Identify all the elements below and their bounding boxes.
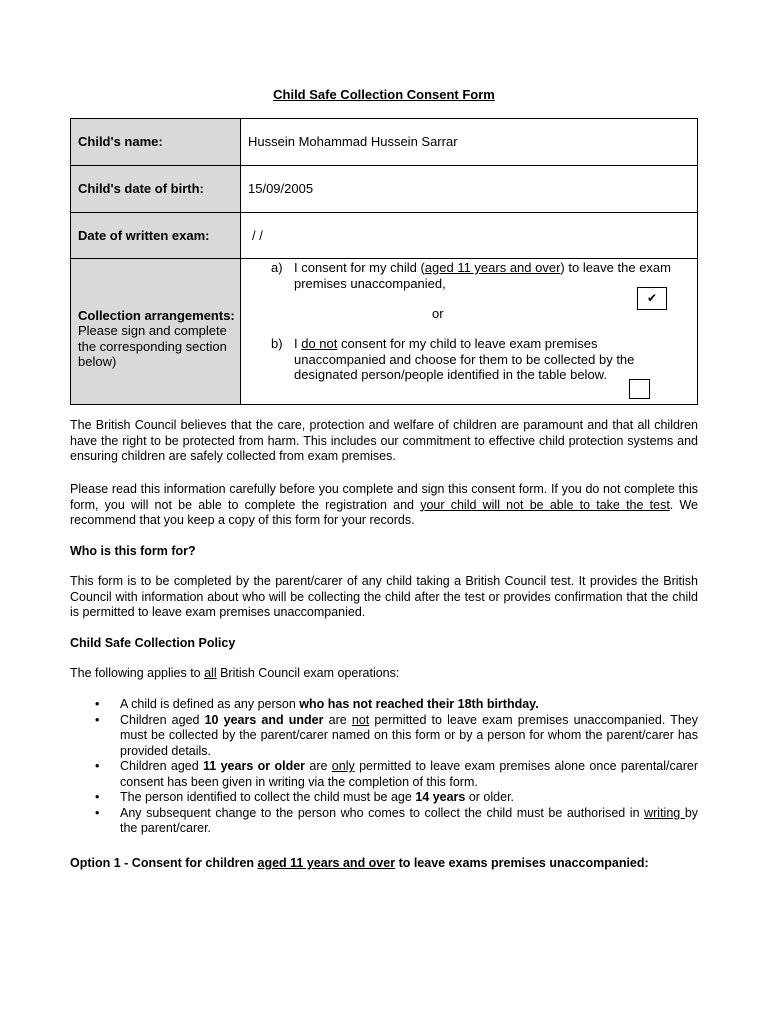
list-item: • Children aged 11 years or older are only permitted to leave exam premises alone once parental/carer consent has been given in writing via the completion of this form.	[70, 759, 698, 790]
collection-instructions: Please sign and complete the corresponding section below)	[78, 323, 227, 369]
collection-label: Collection arrangements:	[78, 307, 235, 323]
page-title: Child Safe Collection Consent Form	[273, 87, 495, 102]
list-item: • A child is defined as any person who has not reached their 18th birthday.	[70, 697, 698, 713]
policy-intro: The following applies to all British Council exam operations:	[70, 666, 400, 680]
table-row	[71, 259, 698, 405]
intro-paragraph: The British Council believes that the care, protection and welfare of children are paramount and that all children have the right to be protected from harm. This includes our commitment to effective child protection systems and ensuring children are safely collected from exam premises.	[70, 418, 698, 463]
dob-label: Child's date of birth:	[71, 166, 241, 213]
who-paragraph: This form is to be completed by the parent/carer of any child taking a British Council test. It provides the British Council with information about who will be collecting the child after the test or provides confirmation that the child is permitted to leave exam premises unaccompanied.	[70, 574, 698, 619]
option-b-checkbox[interactable]	[629, 379, 650, 399]
child-name-label: Child's name:	[71, 119, 241, 166]
exam-date-label: Date of written exam:	[71, 213, 241, 259]
collection-options-cell	[241, 259, 698, 405]
policy-heading: Child Safe Collection Policy	[70, 636, 236, 650]
collection-label-cell	[71, 259, 241, 405]
option1-heading: Option 1 - Consent for children aged 11 years and over to leave exams premises unaccompanied:	[70, 856, 649, 870]
list-item: • Any subsequent change to the person who comes to collect the child must be authorised in writing by the parent/carer.	[70, 806, 698, 837]
instructions-paragraph: Please read this information carefully before you complete and sign this consent form. If you do not complete this form, you will not be able to complete the registration and your child will not be able to take the test. We recommend that you keep a copy of this form for your records.	[70, 482, 698, 527]
table-row	[71, 166, 698, 213]
child-name-field[interactable]: Hussein Mohammad Hussein Sarrar	[241, 119, 698, 166]
option-a-letter: a)	[271, 260, 283, 275]
option-b-text: I do not consent for my child to leave exam premises unaccompanied and choose for them to be collected by the designated person/people identified in the table below.	[294, 336, 635, 382]
option-a-checkbox[interactable]: ✔	[637, 287, 667, 310]
table-row	[71, 119, 698, 166]
who-heading: Who is this form for?	[70, 544, 196, 558]
exam-date-field[interactable]: / /	[241, 213, 698, 259]
consent-form-table	[70, 118, 698, 405]
policy-list	[70, 697, 698, 837]
or-separator: or	[432, 306, 444, 321]
option-a-text: I consent for my child (aged 11 years and over) to leave the exam premises unaccompanied,	[294, 260, 671, 291]
list-item: • The person identified to collect the child must be age 14 years or older.	[70, 790, 698, 806]
table-row	[71, 213, 698, 259]
dob-field[interactable]: 15/09/2005	[241, 166, 698, 213]
option-b-letter: b)	[271, 336, 283, 351]
list-item: • Children aged 10 years and under are not permitted to leave exam premises unaccompanied. They must be collected by the parent/carer named on this form or by a person for whom the parent/carer has provided details.	[70, 713, 698, 760]
